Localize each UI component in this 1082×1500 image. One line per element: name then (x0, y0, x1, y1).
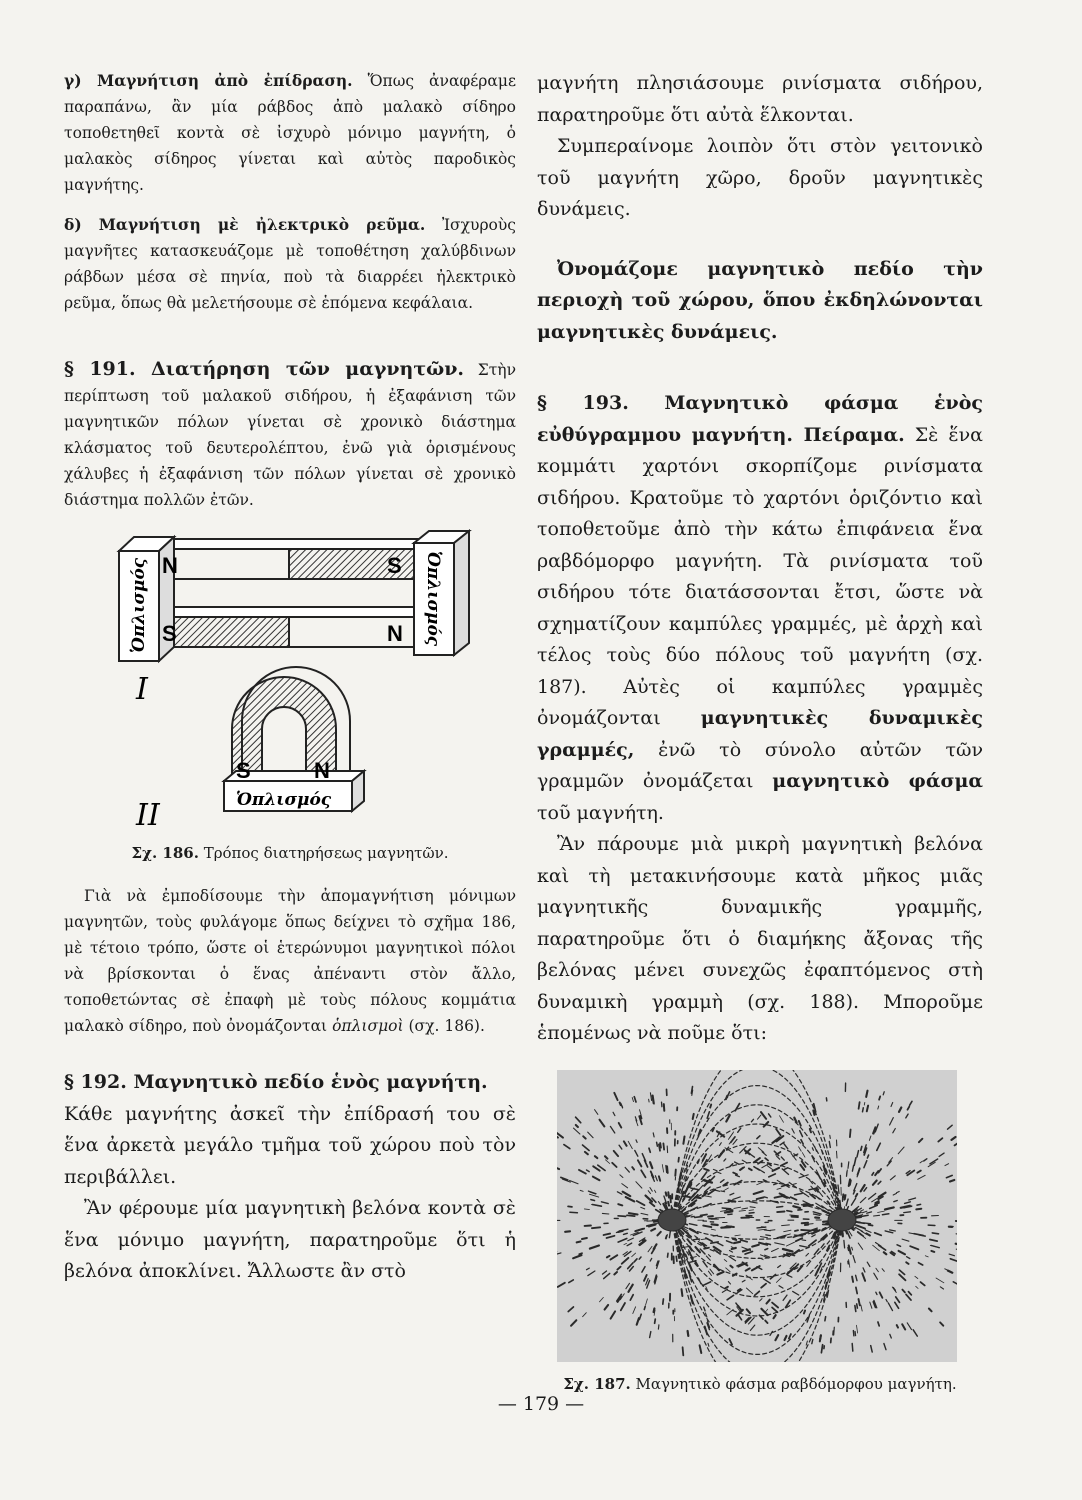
paragraph-gamma (64, 68, 516, 198)
paragraph-conclusion: Συμπεραίνομε λοιπὸν ὅτι στὸν γειτονικὸ τοῦ μαγνήτη χῶρο, δροῦν μαγνητικὲς δυνάμεις. (537, 135, 983, 220)
caption-text: Τρόπος διατηρήσεως μαγνητῶν. (198, 844, 449, 862)
caption-187-number: Σχ. 187. (563, 1374, 631, 1393)
heading-192: § 192. Μαγνητικὸ πεδίο ἑνὸς μαγνήτη. (64, 1071, 488, 1093)
horseshoe-pole-S: S (236, 758, 251, 783)
text-191: Στὴν περίπτωση τοῦ μαλακοῦ σιδήρου, ἡ ἐξαφάνιση τῶν μαγνητικῶν πόλων γίνεται σὲ χρονικὸ διάστημα κλάσματος τοῦ δευτερολέπτου, ἐνῶ γιὰ ὁρισμένους χάλυβες ἡ ἐξαφάνιση τῶν πόλων γίνεται σὲ χρονικὸ διάστημα πολλῶν ἐτῶν. (64, 361, 517, 509)
figure-186-caption (64, 843, 516, 863)
text-193-a: Σὲ ἕνα κομμάτι χαρτόνι σκορπίζομε ρινίσματα σιδήρου. Κρατοῦμε τὸ χαρτόνι ὁριζόντιο καὶ τοποθετοῦμε ἀπὸ τὴν κάτω ἐπιφάνεια ἕνα ραβδόμορφο μαγνήτη. Τὰ ρινίσματα τοῦ σιδήρου τότε διατάσσονται ἔτσι, ὥστε νὰ σχηματίζουν καμπύλες γραμμές, μὲ ἀρχὴ καὶ τέλος τοὺς δύο πόλους τοῦ μαγνήτη (σχ. 187). Αὐτὲς οἱ καμπύλες γραμμὲς ὀνομάζονται (537, 423, 983, 729)
heading-191: § 191. Διατήρηση τῶν μαγνητῶν. (64, 358, 465, 380)
text-192: Κάθε μαγνήτης ἀσκεῖ τὴν ἐπίδρασή του σὲ ἕνα ἀρκετὰ μεγάλο τμῆμα τοῦ χώρου ποὺ τὸν περιβάλλει. (64, 1102, 516, 1188)
text-delta: Ἰσχυροὺς μαγνῆτες κατασκευάζομε μὲ τοποθέτηση χαλύβδινων ράβδων μέσα σὲ πηνία, ποὺ τὰ διαρρέει ἠλεκτρικὸ ρεῦμα, ὅπως θὰ μελετήσουμε σὲ ἑπόμενα κεφάλαια. (64, 216, 516, 312)
heading-delta: δ) Μαγνήτιση μὲ ἠλεκτρικὸ ρεῦμα. (64, 215, 426, 234)
pole-label-S-bottom: S (162, 621, 177, 646)
paragraph-small-needle: Ἂν πάρουμε μιὰ μικρὴ μαγνητικὴ βελόνα καὶ τὴ μετακινήσουμε κατὰ μῆκος μιᾶς μαγνητικῆς δυναμικῆς γραμμῆς, παρατηροῦμε ὅτι ὁ διαμήκης ἄξονας τῆς βελόνας μένει συνεχῶς ἐφαπτόμενος στὴ δυναμικὴ γραμμὴ (σχ. 188). Μποροῦμε ἑπομένως νὰ ποῦμε ὅτι: (537, 833, 983, 1044)
section-193 (537, 388, 983, 829)
text-193-d: τοῦ μαγνήτη. (537, 801, 664, 824)
text-keep-2: (σχ. 186). (403, 1017, 485, 1035)
term-armatures: ὁπλισμοὶ (332, 1017, 404, 1035)
pole-label-S-top: S (387, 553, 402, 578)
caption-number: Σχ. 186. (131, 844, 199, 862)
section-191 (64, 356, 516, 513)
text-keep-1: Γιὰ νὰ ἐμποδίσουμε τὴν ἀπομαγνήτιση μόνιμων μαγνητῶν, τοὺς φυλάγομε ὅπως δείχνει τὸ σχῆμα 186, μὲ τέτοιο τρόπο, ὥστε οἱ ἑτερώνυμοι μαγνητικοὶ πόλοι νὰ βρίσκονται ὁ ἕνας ἀπέναντι στὸν ἄλλο, τοποθετώντας σὲ ἐπαφὴ μὲ τοὺς πόλους κομμάτια μαλακὸ σίδηρο, ποὺ ὀνομάζονται (64, 887, 516, 1035)
horseshoe-pole-N: N (314, 758, 330, 783)
paragraph-continued: μαγνήτη πλησιάσουμε ρινίσματα σιδήρου, παρατηροῦμε ὅτι αὐτὰ ἕλκονται. (537, 72, 983, 126)
left-column (64, 68, 516, 1288)
right-column (537, 68, 983, 1394)
paragraph-keep-magnets (64, 883, 516, 1039)
section-192 (64, 1067, 516, 1099)
magnet-storage-illustration (64, 529, 516, 829)
page-number: — 179 — (497, 1393, 585, 1415)
figure-label-I: I (136, 672, 148, 707)
paragraph-delta (64, 212, 516, 316)
figure-label-II: II (136, 798, 160, 829)
caption-187-text: Μαγνητικὸ φάσμα ραβδόμορφου μαγνήτη. (630, 1374, 957, 1393)
figure-II-horseshoe-magnet (135, 667, 364, 829)
term-field-lines: μαγνητικὲς δυναμικὲς γραμμές, (537, 707, 983, 761)
heading-193: § 193. Μαγνητικὸ φάσμα ἑνὸς εὐθύγραμμου μαγνήτη. Πείραμα. (537, 392, 983, 446)
figure-186 (64, 529, 516, 869)
pole-label-N-bottom: N (387, 621, 403, 646)
armature-label-right: Ὁπλισμός (423, 551, 443, 647)
iron-filings-pattern (557, 1070, 957, 1362)
figure-187-iron-filings-photo (557, 1070, 957, 1362)
pole-label-N-top: N (162, 553, 178, 578)
figure-187-caption (537, 1374, 983, 1394)
horseshoe-armature-label: Ὁπλισμός (236, 790, 332, 810)
text-193-c: ἐνῶ τὸ σύνολο αὐτῶν τῶν γραμμῶν ὀνομάζεται (537, 738, 983, 792)
text-gamma: Ὅπως ἀναφέραμε παραπάνω, ἂν μία ράβδος ἀπὸ μαλακὸ σίδηρο τοποθετηθεῖ κοντὰ σὲ ἰσχυρὸ μόνιμο μαγνήτη, ὁ μαλακὸς σίδηρος γίνεται καὶ αὐτὸς παροδικὸς μαγνήτης. (64, 72, 516, 194)
paragraph-needle: Ἂν φέρουμε μία μαγνητικὴ βελόνα κοντὰ σὲ ἕνα μόνιμο μαγνήτη, παρατηροῦμε ὅτι ἡ βελόνα ἀποκλίνει. Ἄλλωστε ἂν στὸ (64, 1197, 516, 1282)
definition-magnetic-field: Ὀνομάζομε μαγνητικὸ πεδίο τὴν περιοχὴ τοῦ χώρου, ὅπου ἐκδηλώνονται μαγνητικὲς δυνάμεις. (537, 257, 983, 343)
term-magnetic-spectrum: μαγνητικὸ φάσμα (772, 770, 983, 792)
heading-gamma: γ) Μαγνήτιση ἀπὸ ἐπίδραση. (64, 71, 353, 90)
armature-label-left: Ὁπλισμός (129, 557, 149, 653)
